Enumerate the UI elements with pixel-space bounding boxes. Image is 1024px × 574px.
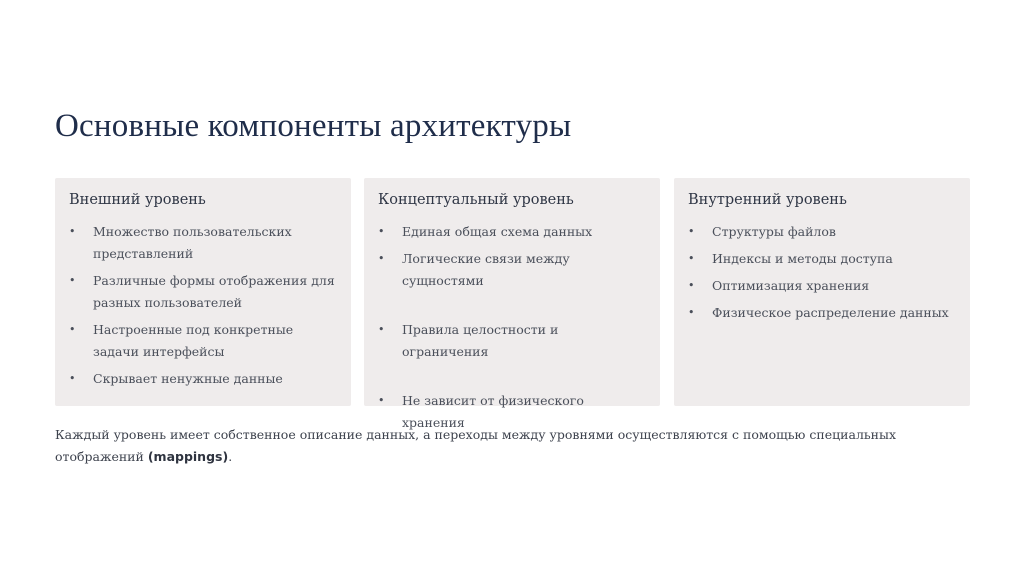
footer-mappings-term: (mappings) bbox=[147, 449, 229, 464]
list-item: • Индексы и методы доступа bbox=[688, 248, 956, 270]
list-item: • Правила целостности и ограничения bbox=[378, 319, 646, 363]
card-bullet-list bbox=[69, 221, 337, 390]
card-title: Внутренний уровень bbox=[688, 192, 847, 208]
card-internal-level bbox=[674, 178, 970, 406]
footer-text: Каждый уровень имеет собственное описание данных, а переходы между уровнями осуществляются с помощью специальных отображений bbox=[55, 427, 897, 464]
list-item: • Различные формы отображения для разных пользователей bbox=[69, 270, 337, 314]
list-item: • Логические связи между сущностями bbox=[378, 248, 646, 292]
card-conceptual-level bbox=[364, 178, 660, 430]
footer-note bbox=[55, 424, 975, 468]
list-item: • Структуры файлов bbox=[688, 221, 956, 243]
list-item: • Настроенные под конкретные задачи интерфейсы bbox=[69, 319, 337, 363]
card-external-level bbox=[55, 178, 351, 406]
card-title: Концептуальный уровень bbox=[378, 192, 574, 208]
list-item: • Скрывает ненужные данные bbox=[69, 368, 337, 390]
list-item: • Не зависит от физического хранения bbox=[378, 390, 646, 434]
list-item: • Множество пользовательских представлений bbox=[69, 221, 337, 265]
card-bullet-list bbox=[378, 221, 646, 434]
card-bullet-list bbox=[688, 221, 956, 324]
footer-period: . bbox=[228, 449, 233, 464]
card-title: Внешний уровень bbox=[69, 192, 206, 208]
list-item: • Единая общая схема данных bbox=[378, 221, 646, 243]
list-item: • Оптимизация хранения bbox=[688, 275, 956, 297]
list-item: • Физическое распределение данных bbox=[688, 302, 956, 324]
slide-title: Основные компоненты архитектуры bbox=[55, 108, 572, 144]
